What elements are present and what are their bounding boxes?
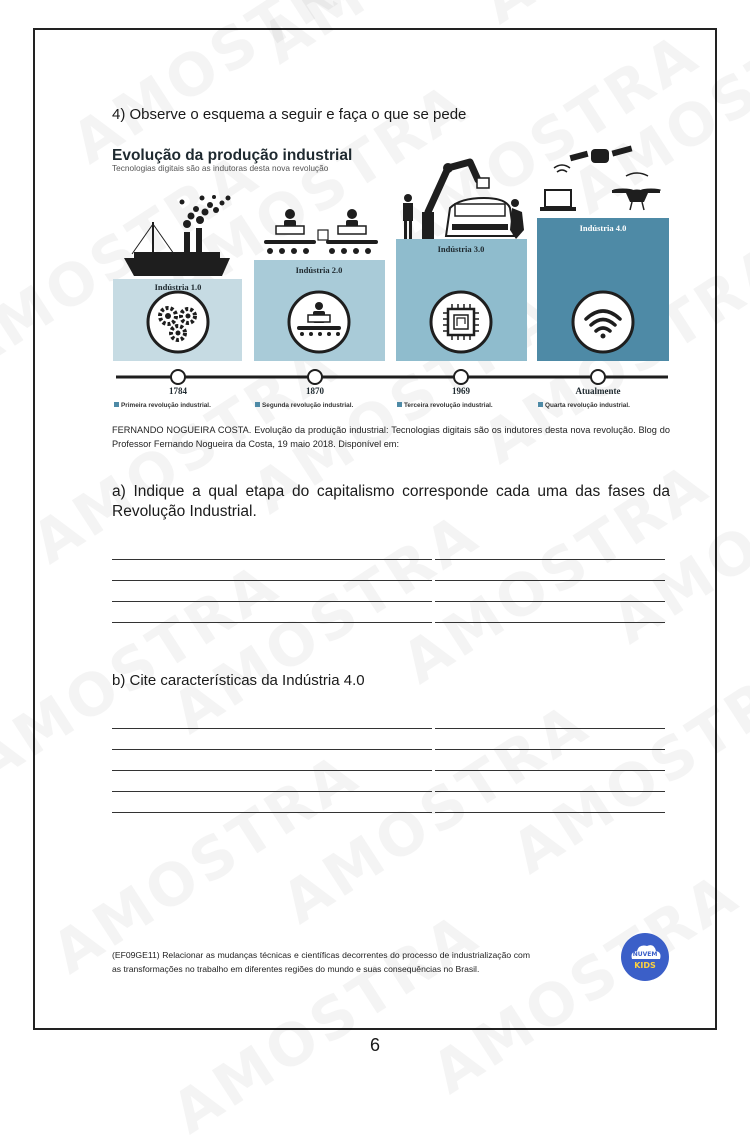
assembly-worker-icon: [289, 292, 349, 352]
answer-line-b-4[interactable]: [112, 791, 432, 792]
answer-line-a-1[interactable]: [112, 559, 432, 560]
answer-line-a-3[interactable]: [112, 601, 432, 602]
timeline-marker-atualmente: [591, 370, 605, 384]
wifi-icon: [573, 292, 633, 352]
answer-line-b-2[interactable]: [112, 749, 432, 750]
answer-line-a-2[interactable]: [112, 580, 432, 581]
timeline-year-1969: 1969: [452, 386, 470, 396]
answer-line-a-2b[interactable]: [435, 580, 665, 581]
answer-line-a-1b[interactable]: [435, 559, 665, 560]
timeline-marker-1870: [308, 370, 322, 384]
infographic-title: Evolução da produção industrial: [112, 147, 353, 164]
answer-line-b-1b[interactable]: [435, 728, 665, 729]
timeline-year-1870: 1870: [306, 386, 324, 396]
phase-label-industry-4: Indústria 4.0: [579, 223, 627, 233]
answer-line-b-5[interactable]: [112, 812, 432, 813]
gears-icon: [148, 292, 208, 352]
legend-text-4: Quarta revolução industrial.: [545, 402, 630, 409]
page-number: 6: [369, 1035, 380, 1055]
industrial-evolution-infographic: [112, 140, 672, 415]
robot-arm-car-icon: [403, 162, 524, 239]
phase-label-industry-2: Indústria 2.0: [295, 265, 343, 275]
timeline-year-atualmente: Atualmente: [575, 386, 621, 396]
infographic-subtitle: Tecnologias digitais são as indutoras desta nova revolução: [112, 163, 329, 173]
phase-label-industry-3: Indústria 3.0: [437, 244, 485, 254]
question-4-title: 4) Observe o esquema a seguir e faça o que se pede: [112, 106, 467, 123]
nuvem-kids-logo: [620, 932, 670, 982]
legend-text-1: Primeira revolução industrial.: [121, 402, 211, 409]
answer-line-b-1[interactable]: [112, 728, 432, 729]
timeline-marker-1969: [454, 370, 468, 384]
legend-text-2: Segunda revolução industrial.: [262, 402, 354, 409]
bncc-skill-code: (EF09GE11) Relacionar as mudanças técnicas e científicas decorrentes do processo de industrialização com as transformações no trabalho em diferentes regiões do mundo e suas consequências no Brasil.: [112, 950, 530, 974]
answer-line-a-4[interactable]: [112, 622, 432, 623]
answer-line-a-4b[interactable]: [435, 622, 665, 623]
answer-line-b-3[interactable]: [112, 770, 432, 771]
conveyor-workers-icon: [264, 209, 378, 254]
legend-marker-1: [114, 402, 119, 407]
answer-line-b-3b[interactable]: [435, 770, 665, 771]
answer-line-b-5b[interactable]: [435, 812, 665, 813]
legend-marker-4: [538, 402, 543, 407]
phase-label-industry-1: Indústria 1.0: [154, 282, 202, 292]
steamship-icon: [124, 195, 231, 276]
svg-text:KIDS: KIDS: [634, 961, 656, 970]
legend-text-3: Terceira revolução industrial.: [404, 402, 493, 409]
svg-text:NUVEM: NUVEM: [632, 951, 658, 958]
answer-line-b-2b[interactable]: [435, 749, 665, 750]
image-citation: FERNANDO NOGUEIRA COSTA. Evolução da produção industrial: Tecnologias digitais são os indutores desta nova revolução. Blog do Professor Fernando Nogueira da Costa, 19 maio 2018. Disponível em:: [112, 425, 670, 449]
question-a-text: a) Indique a qual etapa do capitalismo corresponde cada uma das fases da Revolução Industrial.: [112, 483, 670, 520]
answer-line-b-4b[interactable]: [435, 791, 665, 792]
legend-marker-3: [397, 402, 402, 407]
question-b-text: b) Cite características da Indústria 4.0: [112, 672, 365, 689]
microchip-icon: [431, 292, 491, 352]
legend-marker-2: [255, 402, 260, 407]
timeline-year-1784: 1784: [169, 386, 187, 396]
satellite-laptop-drone-icon: [540, 146, 661, 211]
timeline-marker-1784: [171, 370, 185, 384]
answer-line-a-3b[interactable]: [435, 601, 665, 602]
